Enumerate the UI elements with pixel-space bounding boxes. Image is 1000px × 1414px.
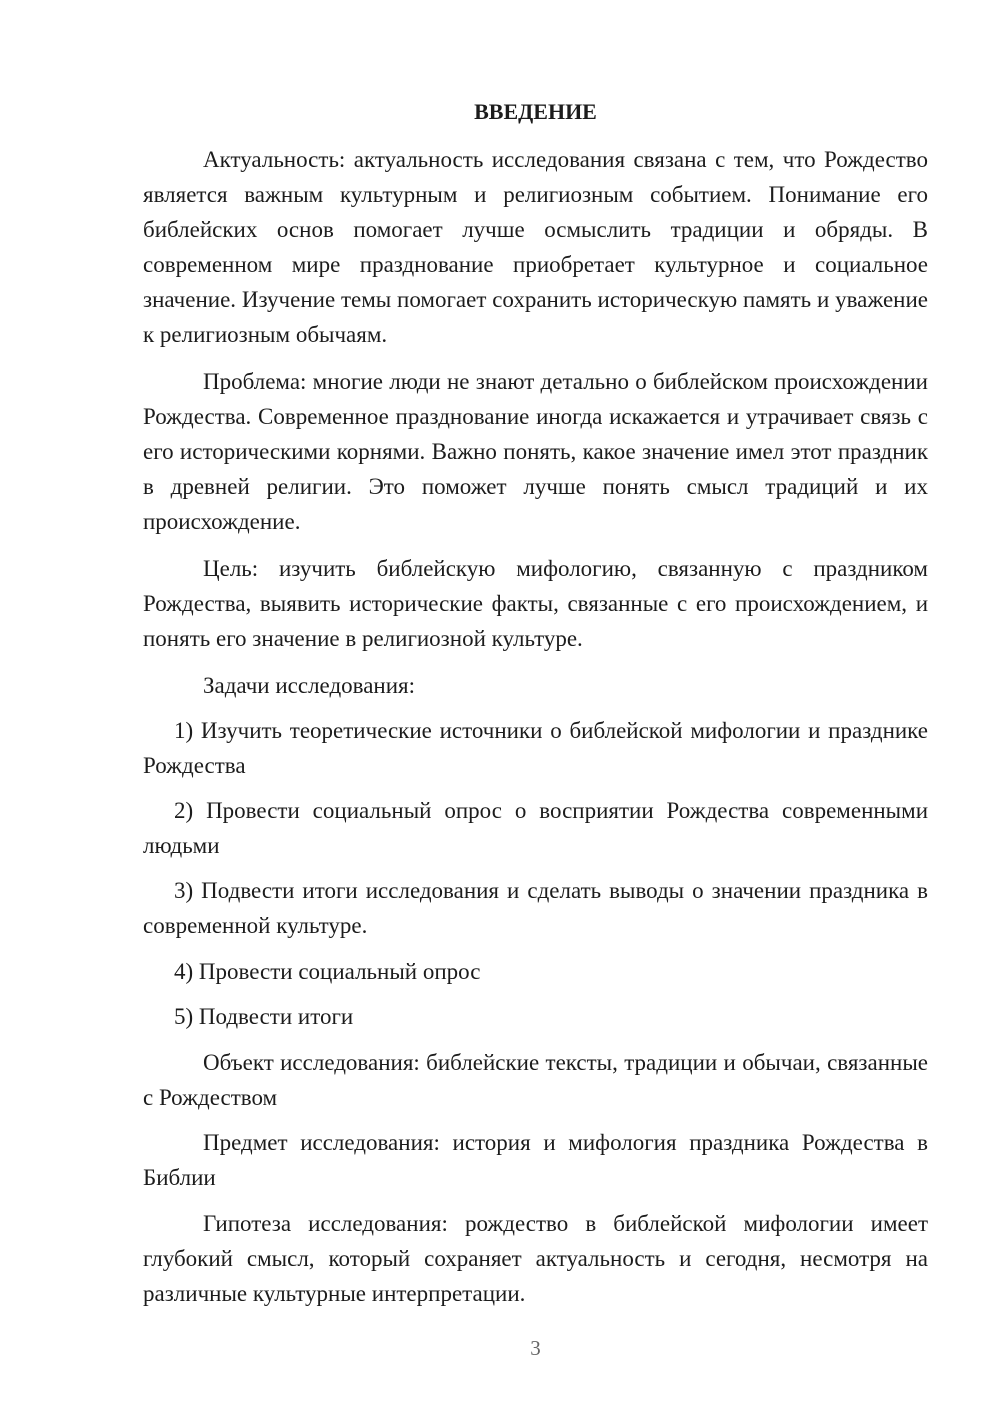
subject-paragraph: Предмет исследования: история и мифология праздника Рождества в Библии bbox=[143, 1130, 928, 1190]
task-item-3: 3) Подвести итоги исследования и сделать выводы о значении праздника в современной культуре. bbox=[143, 878, 928, 938]
task-item-2: 2) Провести социальный опрос о восприятии Рождества современными людьми bbox=[143, 798, 928, 858]
object-paragraph: Объект исследования: библейские тексты, традиции и обычаи, связанные с Рождеством bbox=[143, 1050, 928, 1110]
tasks-heading: Задачи исследования: bbox=[203, 673, 416, 698]
page-number: 3 bbox=[530, 1336, 541, 1360]
hypothesis-paragraph: Гипотеза исследования: рождество в библейской мифологии имеет глубокий смысл, который сохраняет актуальность и сегодня, несмотря на различные культурные интерпретации. bbox=[143, 1211, 928, 1306]
task-item-1: 1) Изучить теоретические источники о библейской мифологии и празднике Рождества bbox=[143, 718, 928, 778]
relevance-paragraph: Актуальность: актуальность исследования связана с тем, что Рождество является важным культурным и религиозным событием. Понимание его библейских основ помогает лучше осмыслить традиции и обряды. В современном мире празднование приобретает культурное и социальное значение. Изучение темы помогает сохранить историческую память и уважение к религиозным обычаям. bbox=[143, 147, 928, 347]
task-item-5: 5) Подвести итоги bbox=[174, 1004, 354, 1029]
task-item-4: 4) Провести социальный опрос bbox=[174, 959, 481, 984]
goal-paragraph: Цель: изучить библейскую мифологию, связанную с праздником Рождества, выявить исторические факты, связанные с его происхождением, и понять его значение в религиозной культуре. bbox=[143, 556, 928, 651]
document-page bbox=[143, 0, 928, 1414]
problem-paragraph: Проблема: многие люди не знают детально о библейском происхождении Рождества. Современное празднование иногда искажается и утрачивает связь с его историческими корнями. Важно понять, какое значение имел этот праздник в древней религии. Это поможет лучше понять смысл традиций и их происхождение. bbox=[143, 369, 928, 534]
section-heading: ВВЕДЕНИЕ bbox=[474, 99, 597, 124]
